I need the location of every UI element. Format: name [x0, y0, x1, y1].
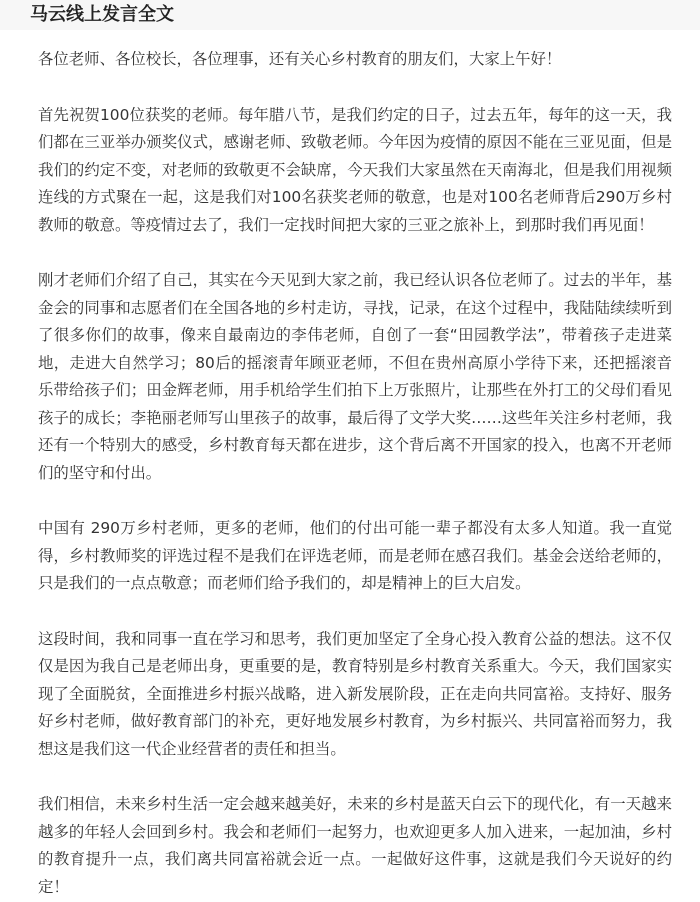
article-body [38, 46, 672, 902]
paragraph-closing: 我们相信，未来乡村生活一定会越来越美好，未来的乡村是蓝天白云下的现代化，有一天越来越多的年轻人会回到乡村。我会和老师们一起努力，也欢迎更多人加入进来，一起加油，乡村的教育提升一点，我们离共同富裕就会近一点。一起做好这件事，这就是我们今天说好的约定！ [38, 795, 672, 896]
paragraph-education-commitment: 这段时间，我和同事一直在学习和思考，我们更加坚定了全身心投入教育公益的想法。这不仅仅是因为我自己是老师出身，更重要的是，教育特别是乡村教育关系重大。今天，我们国家实现了全面脱贫，全面推进乡村振兴战略，进入新发展阶段，正在走向共同富裕。支持好、服务好乡村老师，做好教育部门的补充，更好地发展乡村教育，为乡村振兴、共同富裕而努力，我想这是我们这一代企业经营者的责任和担当。 [38, 629, 672, 758]
paragraph-teacher-stories: 刚才老师们介绍了自己，其实在今天见到大家之前，我已经认识各位老师了。过去的半年，基金会的同事和志愿者们在全国各地的乡村走访，寻找，记录，在这个过程中，我陆陆续续听到了很多你们的故事，像来自最南边的李伟老师，自创了一套“田园教学法”，带着孩子走进菜地，走进大自然学习；80后的摇滚青年顾亚老师，不但在贵州高原小学待下来，还把摇滚音乐带给孩子们；田金辉老师，用手机给学生们拍下上万张照片，让那些在外打工的父母们看见孩子的成长；李艳丽老师写山里孩子的故事，最后得了文学大奖……这些年关注乡村老师，我还有一个特别大的感受，乡村教育每天都在进步，这个背后离不开国家的投入，也离不开老师们的坚守和付出。 [38, 271, 672, 482]
paragraph-congratulations: 首先祝贺100位获奖的老师。每年腊八节，是我们约定的日子，过去五年，每年的这一天，我们都在三亚举办颁奖仪式，感谢老师、致敬老师。今年因为疫情的原因不能在三亚见面，但是我们的约定不变，对老师的致敬更不会缺席，今天我们大家虽然在天南海北，但是我们用视频连线的方式聚在一起，这是我们对100名获奖老师的敬意，也是对100名老师背后290万乡村教师的敬意。等疫情过去了，我们一定找时间把大家的三亚之旅补上，到那时我们再见面！ [38, 105, 672, 234]
title-bar [0, 0, 700, 30]
paragraph-rural-teachers: 中国有 290万乡村老师，更多的老师，他们的付出可能一辈子都没有太多人知道。我一直觉得，乡村教师奖的评选过程不是我们在评选老师，而是老师在感召我们。基金会送给老师的，只是我们的一点点敬意；而老师们给予我们的，却是精神上的巨大启发。 [38, 519, 672, 592]
article-title: 马云线上发言全文 [30, 4, 174, 25]
paragraph-greeting: 各位老师、各位校长，各位理事，还有关心乡村教育的朋友们，大家上午好！ [38, 50, 562, 68]
